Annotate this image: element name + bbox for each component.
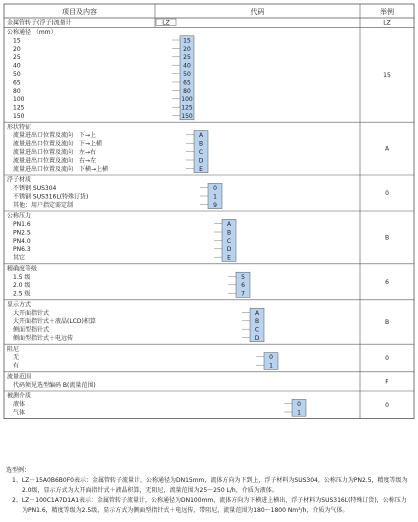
item-label: 气体	[13, 409, 26, 417]
code-value: 7	[241, 290, 245, 298]
code-value: 6	[241, 282, 245, 290]
code-value: 65	[183, 79, 191, 87]
item-label: 大开面指针式＋液晶(LCD)积算	[13, 318, 96, 326]
item-label: 其它	[13, 254, 26, 262]
item-label: 流量进出口位置及流向 下横→上横	[13, 165, 109, 173]
group-title: 被测介质	[7, 392, 32, 400]
group-title: 阻尼	[7, 345, 20, 353]
item-label: 流量进出口位置及流向 左→右	[13, 149, 97, 156]
item-label: 流量进出口位置及流向 下→上	[13, 132, 97, 140]
code-value: 1	[297, 409, 301, 417]
code-value: 15	[183, 37, 191, 45]
group-title: 浮子材质	[7, 176, 32, 184]
item-label: 20	[13, 45, 21, 53]
code-value: 0	[213, 185, 217, 192]
header-example: 举例	[380, 8, 394, 16]
code-value: E	[199, 165, 203, 173]
example-value: B	[384, 234, 390, 242]
code-value: 1	[213, 193, 217, 201]
item-label: 其他：用户指定需定制	[13, 201, 74, 209]
item-label: 1.5 级	[13, 273, 31, 281]
header-code: 代码	[250, 8, 265, 16]
header-item: 项目及内容	[62, 8, 97, 16]
item-label: 50	[13, 71, 21, 78]
example-note-1: 1、LZ－15A0B6B0F0表示：金属管转子流量计，公称通径为DN15mm，流体方向为下到上，浮子材料为SUS304，公称压力为PN2.5，精度等级为2.0级，显示方式为大开面指针式＋液晶积算，无阻尼，流量范围为25～250 L/h，介质为液体。	[12, 477, 408, 494]
code-value: 50	[183, 71, 191, 78]
group-title: 金属管转子(浮子)流量计	[7, 19, 72, 27]
item-label: 150	[13, 113, 25, 120]
item-label: 15	[13, 37, 21, 45]
item-label: 侧面型指针式	[13, 326, 50, 334]
code-value: A	[226, 221, 232, 228]
item-label: 100	[13, 96, 25, 104]
code-value: C	[254, 326, 260, 334]
item-label: 80	[13, 87, 21, 95]
notes-heading: 选型例：	[6, 467, 31, 474]
item-label: 无	[13, 354, 20, 362]
code-value: 0	[297, 401, 301, 408]
code-value: 150	[181, 113, 193, 120]
example-value: LZ	[383, 19, 391, 27]
code-value: B	[226, 229, 232, 237]
code-value: A	[198, 132, 204, 140]
code-value: B	[254, 318, 260, 326]
code-value: 1	[269, 362, 273, 370]
code-value: 100	[181, 96, 193, 104]
item-label: 25	[13, 54, 21, 62]
example-value: B	[384, 319, 390, 326]
example-value: 6	[385, 278, 389, 286]
example-value: A	[384, 145, 390, 153]
code-value: C	[226, 237, 232, 245]
code-value: E	[227, 254, 231, 262]
code-value: 25	[183, 54, 191, 62]
item-label: PN2.5	[13, 229, 31, 237]
item-label: 大开面指针式	[13, 309, 50, 317]
code-value: D	[254, 335, 260, 342]
group-title: 流量范围	[7, 373, 32, 381]
code-value: D	[226, 246, 232, 254]
item-label: 2.5 级	[13, 290, 31, 298]
item-label: PN4.0	[13, 237, 31, 245]
group-title: 公称通径 （mm）	[7, 29, 57, 36]
item-label: 有	[13, 362, 20, 370]
example-value: 0	[385, 190, 389, 197]
group-title: 形状特征	[7, 123, 32, 131]
item-label: 40	[13, 62, 21, 70]
item-label: 不锈钢 SUS316L(特殊订货)	[13, 193, 89, 201]
item-label: 流量进出口位置及流向 下→上横	[13, 140, 103, 148]
item-label: PN6.3	[13, 246, 31, 254]
code-value: 40	[183, 62, 191, 70]
example-value: 15	[383, 71, 391, 79]
item-label: 2.0 级	[13, 282, 31, 290]
code-value: D	[198, 157, 204, 165]
code-value: 20	[183, 45, 191, 53]
item-label: 不锈钢 SUS304	[13, 185, 57, 192]
code-value: 0	[269, 354, 273, 362]
group-title: 显示方式	[7, 301, 32, 309]
example-value: F	[385, 378, 389, 386]
code-value: 125	[181, 104, 193, 112]
code-value: C	[198, 149, 204, 156]
inline-code: LZ	[162, 19, 170, 27]
code-value: 9	[213, 201, 217, 209]
code-value: A	[254, 309, 260, 317]
item-label: PN1.6	[13, 221, 31, 228]
code-value: 5	[241, 273, 245, 281]
group-title: 公称压力	[7, 212, 32, 220]
item-label: 流量进出口位置及流向 右→左	[13, 157, 97, 165]
item-label: 65	[13, 79, 21, 87]
item-label: 125	[13, 104, 25, 112]
item-label: 代码须见选型编码 B(流量范围)	[13, 381, 96, 389]
item-label: 液体	[13, 401, 26, 408]
code-value: 80	[183, 87, 191, 95]
group-title: 精确度等级	[7, 265, 38, 273]
example-value: 0	[385, 401, 389, 409]
item-label: 侧面型指针式＋电远传	[13, 335, 74, 342]
selection-examples	[6, 466, 412, 516]
example-note-2: 2、LZ－100C1A7D1A1表示：金属管转子流量计，公称通径为DN100mm，流体方向为下横进上横出，浮子材料为SUS316L(特殊订货)，公称压力为PN1.6，精度等级为2.5级，显示方式为侧面型指针式＋电远传，带阻尼，流量范围为180～1800 Nm³/h，介质为气体。	[12, 497, 407, 514]
example-value: 0	[385, 355, 389, 362]
code-value: B	[198, 140, 204, 148]
